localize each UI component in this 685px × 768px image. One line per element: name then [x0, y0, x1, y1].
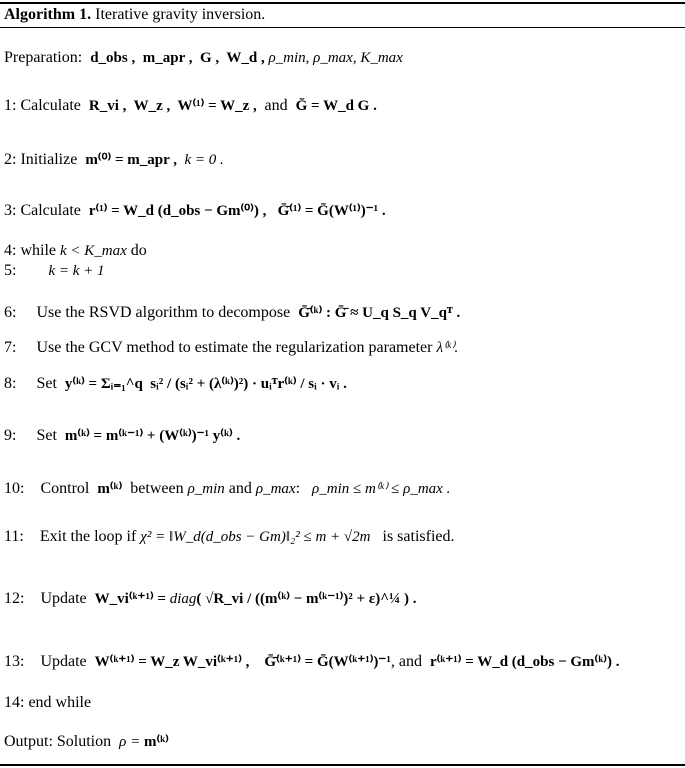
- step-text: 9: Set: [4, 427, 65, 444]
- math-expression: d_obs , m_apr , G , W_d ,: [90, 50, 269, 66]
- math-expression: ρ_min: [187, 481, 225, 497]
- math-expression: y⁽ᵏ⁾ = Σᵢ₌₁^q sᵢ² / (sᵢ² + (λ⁽ᵏ⁾)²) · uᵢᵀr⁽ᵏ⁾ / sᵢ · vᵢ .: [64, 376, 347, 392]
- algorithm-caption: Iterative gravity inversion.: [95, 6, 266, 23]
- step-text: 1: Calculate: [4, 97, 89, 114]
- math-expression: R_vi , W_z , W⁽¹⁾ = W_z ,: [88, 98, 261, 114]
- step-text: Preparation:: [4, 49, 91, 66]
- math-expression: W_vi⁽ᵏ⁺¹⁾ =: [94, 591, 170, 607]
- math-expression: W⁽ᵏ⁺¹⁾ = W_z W_vi⁽ᵏ⁺¹⁾ , Ḡ̄⁽ᵏ⁺¹⁾ = Ḡ(W⁽ᵏ⁺¹⁾)⁻¹: [94, 654, 391, 670]
- math-expression: k = 0 .: [184, 152, 224, 168]
- math-expression: ρ =: [119, 734, 144, 750]
- math-expression: λ⁽ᵏ⁾.: [436, 340, 459, 356]
- step-text: 2: Initialize: [4, 151, 86, 168]
- step-text: 10: Control: [4, 480, 98, 497]
- algorithm-line: [4, 426, 240, 446]
- step-text: do: [126, 242, 147, 259]
- algorithm-line: [4, 479, 450, 499]
- math-expression: k < K_max: [60, 243, 127, 259]
- math-expression: m⁽ᵏ⁾: [143, 734, 169, 750]
- step-text: 8: Set: [4, 375, 65, 392]
- math-expression: r⁽¹⁾ = W_d (d_obs − Gm⁽⁰⁾) , Ḡ̄⁽¹⁾ = Ḡ(W⁽¹⁾)⁻¹ .: [88, 203, 386, 219]
- algorithm-line: [4, 338, 458, 358]
- math-expression: k = k + 1: [48, 263, 105, 279]
- algorithm-line: [4, 589, 416, 609]
- algorithm-line: [4, 261, 105, 281]
- step-text: , and: [390, 653, 430, 670]
- step-text: and: [224, 480, 256, 497]
- algorithm-line: [4, 374, 347, 394]
- step-text: 12: Update: [4, 590, 95, 607]
- math-expression: ρ_min, ρ_max, K_max: [268, 50, 403, 66]
- math-expression: m⁽ᵏ⁾ = m⁽ᵏ⁻¹⁾ + (W⁽ᵏ⁾)⁻¹ y⁽ᵏ⁾ .: [64, 428, 241, 444]
- step-text: 7: Use the GCV method to estimate the regularization parameter: [4, 339, 437, 356]
- step-text: 13: Update: [4, 653, 95, 670]
- step-text: between: [122, 480, 188, 497]
- math-expression: Ḡ = W_d G .: [295, 98, 377, 114]
- algorithm-line: [4, 150, 224, 170]
- math-expression: ρ_max: [255, 481, 296, 497]
- algorithm-line: [4, 201, 386, 221]
- algorithm-line: [4, 303, 460, 323]
- algorithm-line: [4, 693, 91, 713]
- algorithm-line: [4, 48, 403, 68]
- step-text: is satisfied.: [370, 528, 455, 545]
- step-text: 3: Calculate: [4, 202, 89, 219]
- math-expression: m⁽ᵏ⁾: [97, 481, 123, 497]
- step-text: 14: end while: [4, 694, 92, 711]
- step-text: 5:: [4, 262, 49, 279]
- algorithm-line: [4, 527, 455, 547]
- math-expression: ρ_min ≤ m⁽ᵏ⁾ ≤ ρ_max .: [312, 481, 451, 497]
- algorithm-line: [4, 652, 619, 672]
- math-expression: ( √R_vi / ((m⁽ᵏ⁾ − m⁽ᵏ⁻¹⁾)² + ε)^¼ ) .: [196, 591, 417, 607]
- math-expression: m⁽⁰⁾ = m_apr ,: [85, 152, 185, 168]
- title-rule: [0, 27, 685, 28]
- math-expression: diag: [169, 591, 197, 607]
- step-text: 11: Exit the loop if: [4, 528, 141, 545]
- step-text: and: [260, 97, 296, 114]
- math-expression: χ² = ‖W_d(d_obs − Gm)‖₂² ≤ m + √2m: [140, 529, 371, 545]
- algorithm-line: [4, 241, 147, 261]
- step-text: 4: while: [4, 242, 60, 259]
- algorithm-label: Algorithm 1.: [4, 6, 92, 23]
- algorithm-title: [4, 5, 265, 25]
- step-text: Output: Solution: [4, 733, 120, 750]
- top-rule: [0, 2, 685, 4]
- math-expression: r⁽ᵏ⁺¹⁾ = W_d (d_obs − Gm⁽ᵏ⁾) .: [429, 654, 620, 670]
- step-text: :: [295, 480, 313, 497]
- step-text: 6: Use the RSVD algorithm to decompose: [4, 304, 299, 321]
- bottom-rule: [0, 764, 685, 766]
- algorithm-line: [4, 732, 169, 752]
- math-expression: Ḡ̄⁽ᵏ⁾ : Ḡ̄ ≈ U_q S_q V_qᵀ .: [298, 305, 461, 321]
- algorithm-line: [4, 96, 377, 116]
